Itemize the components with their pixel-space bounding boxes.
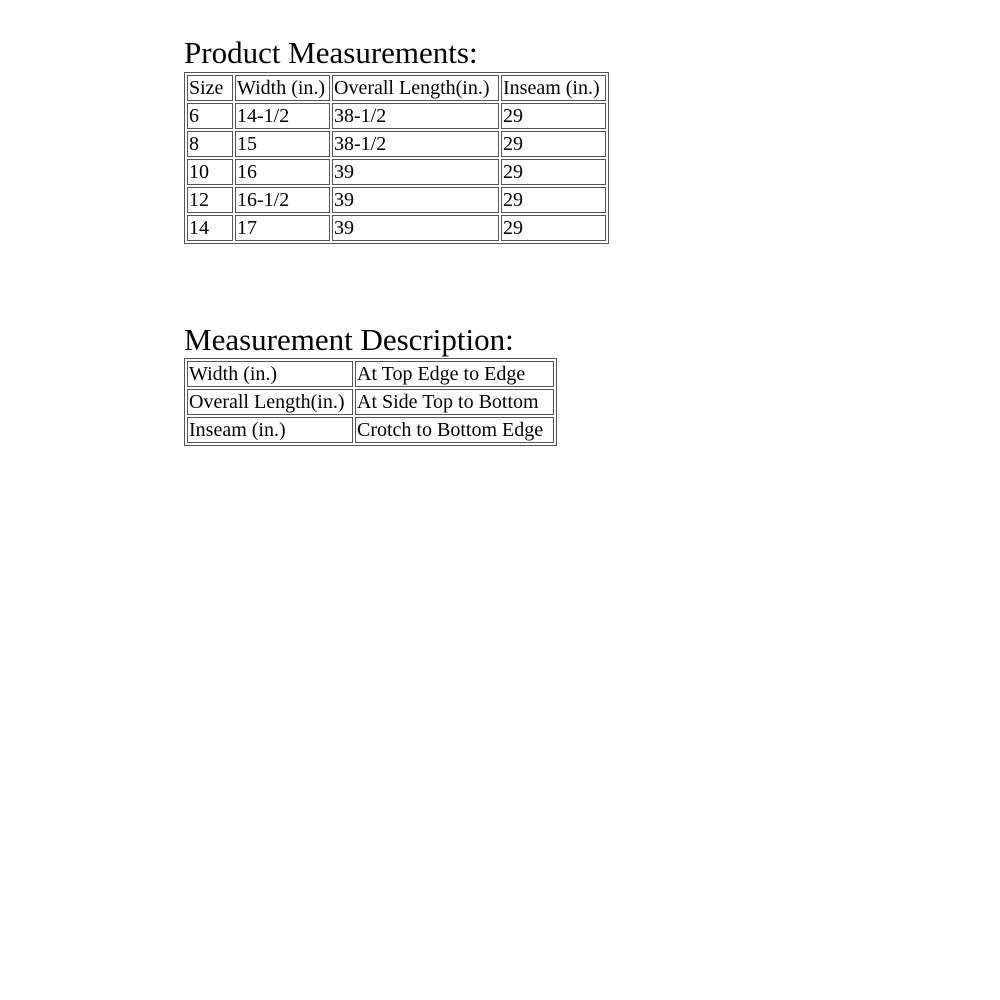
table-row xyxy=(187,417,554,443)
table-row xyxy=(187,361,554,387)
table-row xyxy=(187,103,606,129)
measurement-name-cell: Overall Length(in.) xyxy=(187,389,353,415)
table-header-row xyxy=(187,75,606,101)
header-cell-overall-length: Overall Length(in.) xyxy=(332,75,499,101)
inseam-cell: 29 xyxy=(501,159,606,185)
width-cell: 16 xyxy=(235,159,330,185)
overall-length-cell: 38-1/2 xyxy=(332,131,499,157)
overall-length-cell: 39 xyxy=(332,187,499,213)
size-cell: 14 xyxy=(187,215,233,241)
width-cell: 14-1/2 xyxy=(235,103,330,129)
width-cell: 16-1/2 xyxy=(235,187,330,213)
width-cell: 15 xyxy=(235,131,330,157)
size-cell: 12 xyxy=(187,187,233,213)
table-row xyxy=(187,131,606,157)
inseam-cell: 29 xyxy=(501,103,606,129)
header-cell-inseam: Inseam (in.) xyxy=(501,75,606,101)
overall-length-cell: 38-1/2 xyxy=(332,103,499,129)
product-measurements-title: Product Measurements: xyxy=(184,35,478,70)
measurement-method-cell: At Side Top to Bottom xyxy=(355,389,554,415)
measurement-description-table xyxy=(184,358,557,446)
measurement-name-cell: Width (in.) xyxy=(187,361,353,387)
overall-length-cell: 39 xyxy=(332,159,499,185)
product-measurements-table xyxy=(184,72,609,244)
measurement-name-cell: Inseam (in.) xyxy=(187,417,353,443)
inseam-cell: 29 xyxy=(501,131,606,157)
table-row xyxy=(187,389,554,415)
header-cell-size: Size xyxy=(187,75,233,101)
size-cell: 6 xyxy=(187,103,233,129)
header-cell-width: Width (in.) xyxy=(235,75,330,101)
measurement-method-cell: Crotch to Bottom Edge xyxy=(355,417,554,443)
size-cell: 10 xyxy=(187,159,233,185)
measurement-method-cell: At Top Edge to Edge xyxy=(355,361,554,387)
inseam-cell: 29 xyxy=(501,215,606,241)
overall-length-cell: 39 xyxy=(332,215,499,241)
width-cell: 17 xyxy=(235,215,330,241)
inseam-cell: 29 xyxy=(501,187,606,213)
measurement-description-title: Measurement Description: xyxy=(184,322,514,357)
table-row xyxy=(187,187,606,213)
table-row xyxy=(187,215,606,241)
size-cell: 8 xyxy=(187,131,233,157)
table-row xyxy=(187,159,606,185)
